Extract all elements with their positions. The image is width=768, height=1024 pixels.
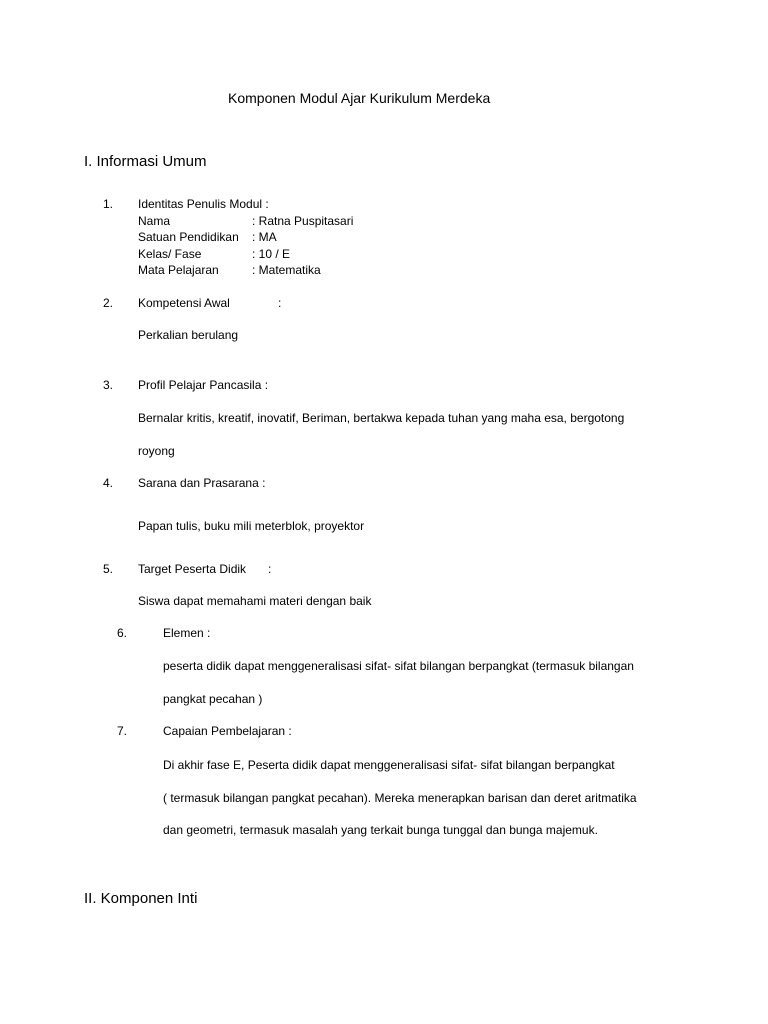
item-body-line: dan geometri, termasuk masalah yang terkait bunga tunggal dan bunga majemuk.	[163, 823, 598, 837]
item-body-line: Bernalar kritis, kreatif, inovatif, Beriman, bertakwa kepada tuhan yang maha esa, bergotong	[138, 411, 625, 425]
item-body-line: Perkalian berulang	[138, 328, 239, 342]
item-body-line: pangkat pecahan )	[163, 692, 263, 706]
field-value: : Matematika	[252, 263, 321, 277]
item-body-line: Papan tulis, buku mili meterblok, proyektor	[138, 519, 365, 533]
item-heading: Identitas Penulis Modul :	[138, 197, 269, 211]
field-label: Kelas/ Fase	[138, 247, 202, 261]
section-heading-komponen-inti: II. Komponen Inti	[84, 890, 198, 907]
field-label: Mata Pelajaran	[138, 263, 219, 277]
item-heading: Capaian Pembelajaran :	[163, 724, 292, 738]
item-number: 3.	[103, 378, 114, 392]
section-heading-informasi-umum: I. Informasi Umum	[84, 153, 207, 170]
item-heading: Profil Pelajar Pancasila :	[138, 378, 269, 392]
item-number: 2.	[103, 296, 114, 310]
field-value: : 10 / E	[252, 247, 291, 261]
item-number: 1.	[103, 197, 114, 211]
item-body-line: Di akhir fase E, Peserta didik dapat menggeneralisasi sifat- sifat bilangan berpangkat	[163, 758, 615, 772]
item-colon: :	[268, 562, 272, 576]
item-body-line: ( termasuk bilangan pangkat pecahan). Mereka menerapkan barisan dan deret aritmatika	[163, 791, 637, 805]
document-title: Komponen Modul Ajar Kurikulum Merdeka	[228, 90, 491, 106]
item-body-line: peserta didik dapat menggeneralisasi sifat- sifat bilangan berpangkat (termasuk bilangan	[163, 659, 634, 673]
item-number: 4.	[103, 476, 114, 490]
field-value: : Ratna Puspitasari	[252, 214, 354, 228]
item-heading: Sarana dan Prasarana :	[138, 476, 266, 490]
item-number: 7.	[117, 724, 128, 738]
item-number: 6.	[117, 626, 128, 640]
field-label: Nama	[138, 214, 171, 228]
field-value: : MA	[252, 230, 277, 244]
item-colon: :	[278, 296, 282, 310]
item-body-line: Siswa dapat memahami materi dengan baik	[138, 594, 372, 608]
item-number: 5.	[103, 562, 114, 576]
item-heading: Target Peserta Didik	[138, 562, 247, 576]
item-heading: Kompetensi Awal	[138, 296, 230, 310]
item-body-line: royong	[138, 444, 175, 458]
field-label: Satuan Pendidikan	[138, 230, 239, 244]
item-heading: Elemen :	[163, 626, 211, 640]
